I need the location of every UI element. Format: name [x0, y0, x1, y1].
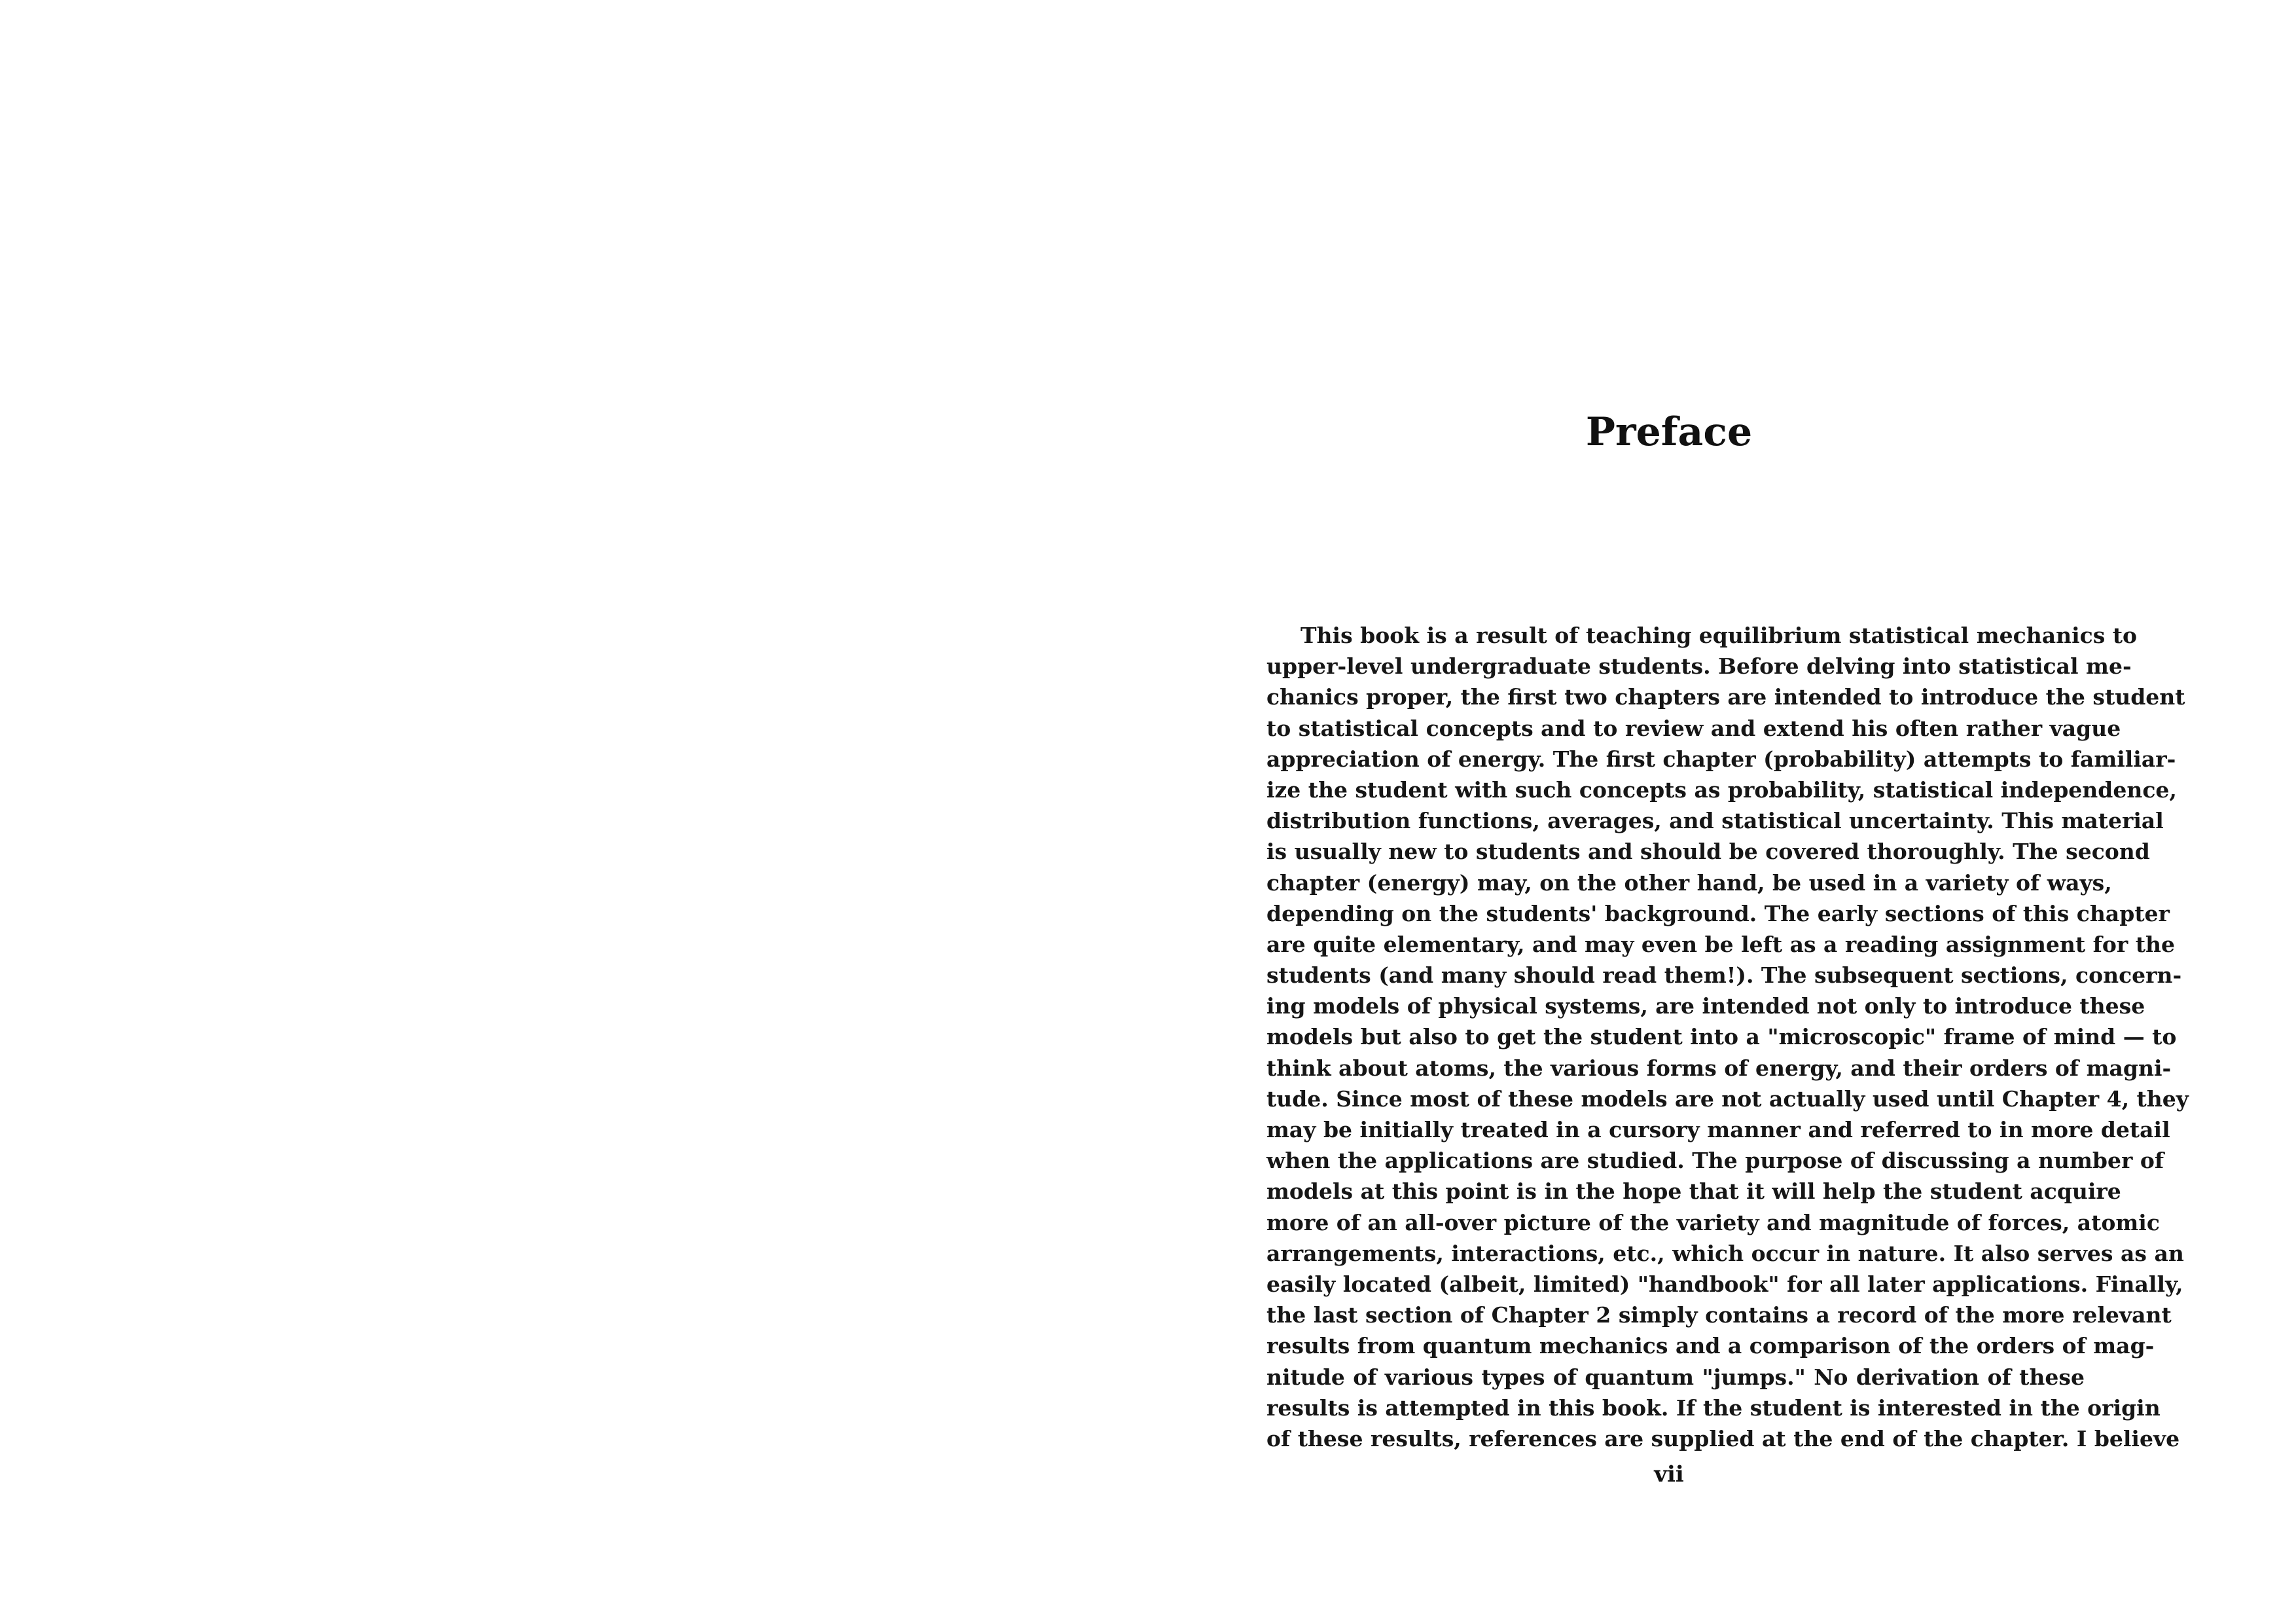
page-number: vii — [1654, 1461, 1684, 1487]
text-line: tude. Since most of these models are not actually used until Chapter 4, they — [1266, 1085, 2189, 1112]
text-line: ing models of physical systems, are intended not only to introduce these — [1266, 993, 2145, 1019]
text-line: depending on the students' background. The early sections of this chapter — [1266, 900, 2170, 926]
text-line: is usually new to students and should be covered thoroughly. The second — [1266, 839, 2150, 865]
text-line: nitude of various types of quantum "jumps." No derivation of these — [1266, 1364, 2085, 1390]
text-line: chapter (energy) may, on the other hand, be used in a variety of ways, — [1266, 869, 2112, 896]
text-line: may be initially treated in a cursory manner and referred to in more detail — [1266, 1117, 2170, 1142]
text-line: the last section of Chapter 2 simply contains a record of the more relevant — [1266, 1302, 2172, 1328]
text-line: think about atoms, the various forms of energy, and their orders of magni- — [1266, 1055, 2172, 1081]
text-line: upper-level undergraduate students. Before delving into statistical me- — [1266, 653, 2132, 680]
text-line: models at this point is in the hope that it will help the student acquire — [1266, 1178, 2121, 1205]
text-line: easily located (albeit, limited) "handbook" for all later applications. Finally, — [1266, 1271, 2183, 1297]
text-line: results is attempted in this book. If the student is interested in the origin — [1266, 1395, 2161, 1421]
text-line: chanics proper, the first two chapters are intended to introduce the student — [1266, 684, 2185, 710]
page-title: Preface — [1585, 409, 1753, 455]
text-line: appreciation of energy. The first chapter (probability) attempts to familiar- — [1266, 746, 2176, 772]
text-line: when the applications are studied. The purpose of discussing a number of — [1266, 1148, 2164, 1174]
text-line: to statistical concepts and to review and extend his often rather vague — [1266, 715, 2121, 741]
text-line: are quite elementary, and may even be left as a reading assignment for the — [1266, 931, 2175, 957]
text-line: results from quantum mechanics and a comparison of the orders of mag- — [1266, 1333, 2155, 1359]
text-line: of these results, references are supplied at the end of the chapter. I believe — [1266, 1425, 2180, 1451]
text-line: This book is a result of teaching equilibrium statistical mechanics to — [1300, 623, 2138, 648]
text-line: arrangements, interactions, etc., which occur in nature. It also serves as an — [1266, 1240, 2184, 1266]
text-line: ize the student with such concepts as probability, statistical independence, — [1266, 776, 2177, 803]
text-line: models but also to get the student into a "microscopic" frame of mind — to — [1266, 1024, 2177, 1050]
preface-paragraph — [1266, 620, 2189, 1454]
text-line: more of an all-over picture of the variety and magnitude of forces, atomic — [1266, 1209, 2160, 1235]
text-line: students (and many should read them!). The subsequent sections, concern- — [1266, 962, 2182, 989]
text-line: distribution functions, averages, and statistical uncertainty. This material — [1266, 808, 2164, 834]
